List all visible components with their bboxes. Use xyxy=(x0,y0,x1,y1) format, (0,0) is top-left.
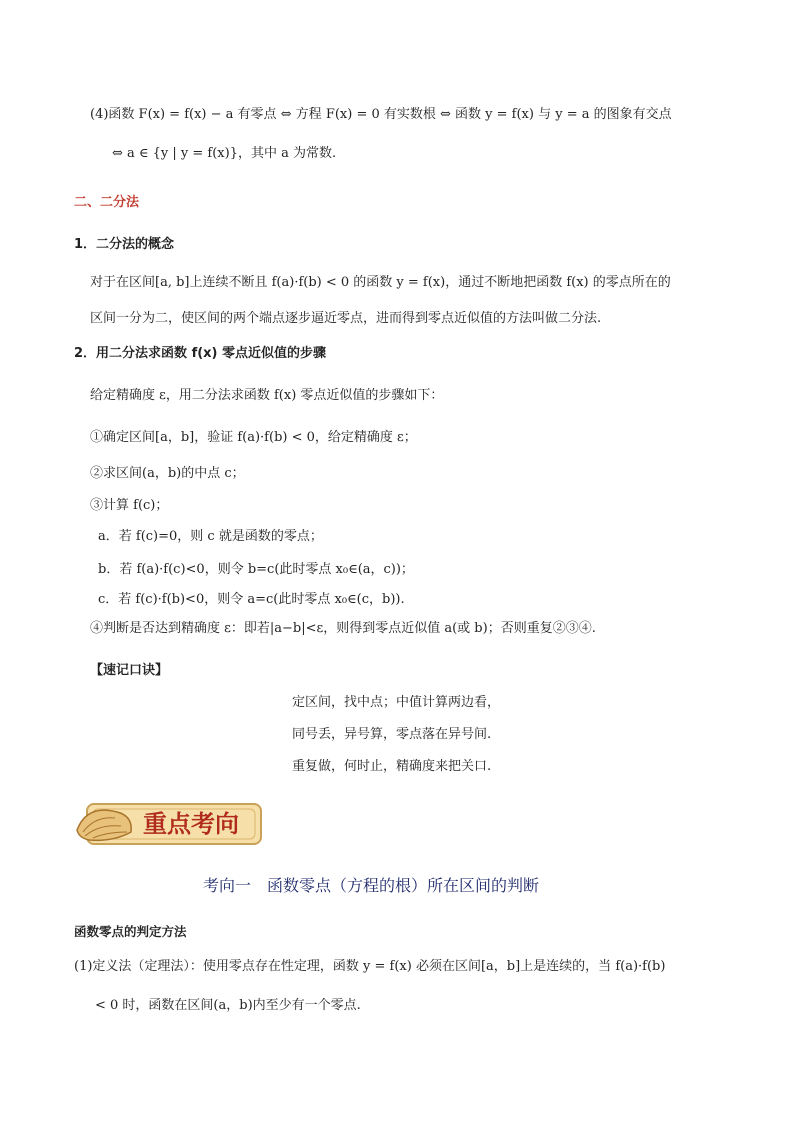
step-3-c: c．若 f(c)·f(b)<0，则令 a=c(此时零点 x₀∈(c，b)). xyxy=(98,592,405,607)
step-3-a: a．若 f(c)=0，则 c 就是函数的零点； xyxy=(98,529,323,544)
step-3: ③计算 f(c)； xyxy=(90,498,169,513)
focus-1-line-1: (1)定义法（定理法）：使用零点存在性定理，函数 y = f(x) 必须在区间[a，b]上是连续的，当 f(a)·f(b) xyxy=(74,959,666,974)
focus-1-subtitle: 函数零点的判定方法 xyxy=(74,924,187,939)
paragraph-4-line-2: ⇔ a ∈ {y | y = f(x)}，其中 a 为常数. xyxy=(112,146,337,161)
focus-1-line-2: < 0 时，函数在区间(a，b)内至少有一个零点. xyxy=(95,998,361,1013)
section-2-heading: 二、二分法 xyxy=(74,195,140,210)
item-2-intro: 给定精确度 ε，用二分法求函数 f(x) 零点近似值的步骤如下： xyxy=(90,388,444,403)
mnemonic-line-2: 同号丢，异号算，零点落在异号间. xyxy=(292,727,492,742)
step-3-b: b．若 f(a)·f(c)<0，则令 b=c(此时零点 x₀∈(a，c))； xyxy=(98,562,414,577)
focus-banner xyxy=(73,796,263,850)
mnemonic-line-3: 重复做，何时止，精确度来把关口. xyxy=(292,759,492,774)
step-2: ②求区间(a，b)的中点 c； xyxy=(90,466,245,481)
step-4: ④判断是否达到精确度 ε：即若|a−b|<ε，则得到零点近似值 a(或 b)；否则重复②③④. xyxy=(90,621,596,636)
item-2-heading: 2．用二分法求函数 f(x) 零点近似值的步骤 xyxy=(74,346,327,361)
step-1: ①确定区间[a，b]，验证 f(a)·f(b) < 0，给定精确度 ε； xyxy=(90,430,417,445)
seashell-icon xyxy=(77,810,131,840)
banner-title: 重点考向 xyxy=(143,810,239,838)
focus-1-title: 考向一 函数零点（方程的根）所在区间的判断 xyxy=(203,876,540,895)
item-1-heading: 1．二分法的概念 xyxy=(74,237,175,252)
mnemonic-line-1: 定区间，找中点；中值计算两边看， xyxy=(292,695,501,710)
item-1-line-2: 区间一分为二，使区间的两个端点逐步逼近零点，进而得到零点近似值的方法叫做二分法. xyxy=(90,311,602,326)
item-1-line-1: 对于在区间[a, b]上连续不断且 f(a)·f(b) < 0 的函数 y = f(x)，通过不断地把函数 f(x) 的零点所在的 xyxy=(90,275,671,290)
paragraph-4-line-1: (4)函数 F(x) = f(x) − a 有零点 ⇔ 方程 F(x) = 0 有实数根 ⇔ 函数 y = f(x) 与 y = a 的图象有交点 xyxy=(90,107,672,122)
mnemonic-heading: 【速记口诀】 xyxy=(90,663,169,678)
